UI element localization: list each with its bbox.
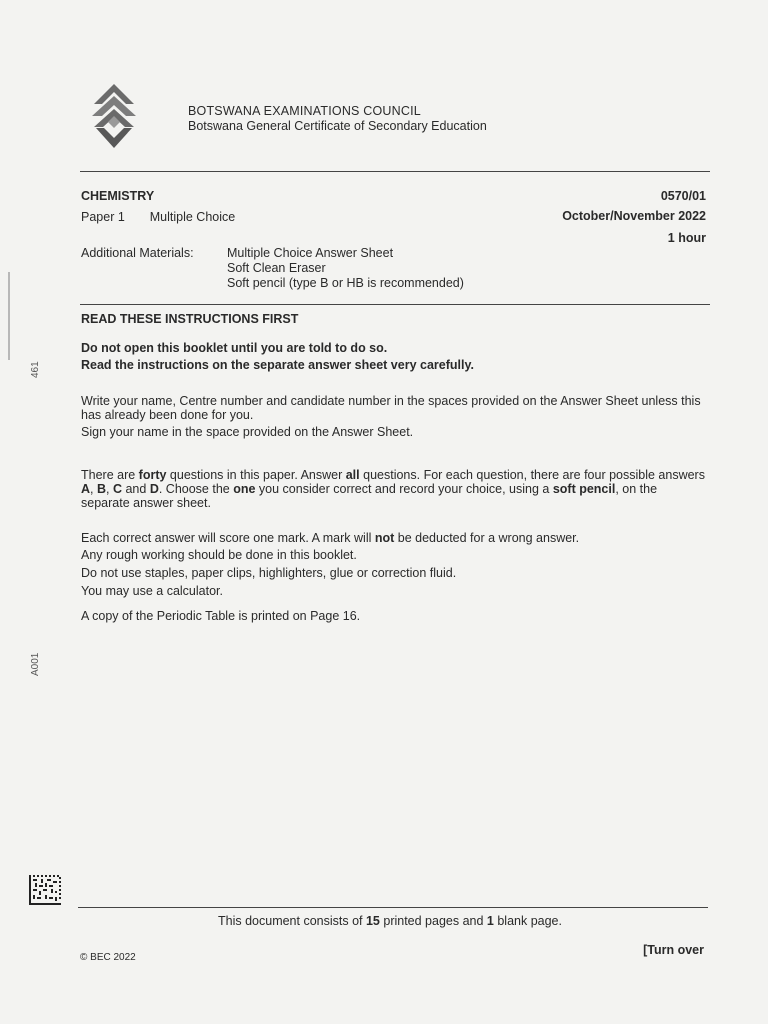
side-code-bottom: A001: [30, 652, 41, 676]
instruction-bold-1: Do not open this booklet until you are told to do so.: [81, 341, 388, 355]
material-item: Soft Clean Eraser: [227, 261, 326, 275]
turn-over-label: [Turn over: [643, 943, 704, 957]
paper-type: Multiple Choice: [149, 210, 236, 224]
header-divider: [80, 171, 710, 172]
instruction-marks: Each correct answer will score one mark. A mark will not be deducted for a wrong answer.: [81, 531, 580, 545]
instruction-rough-work: Any rough working should be done in this booklet.: [81, 548, 357, 562]
instruction-sign-name: Sign your name in the space provided on the Answer Sheet.: [81, 425, 414, 439]
page-count-note: This document consists of 15 printed pages and 1 blank page.: [218, 914, 562, 928]
instruction-write-name: Write your name, Centre number and candidate number in the spaces provided on the Answer Sheet unless this has already been done for you.: [81, 394, 701, 422]
footer-divider: [78, 907, 708, 908]
subject-title: CHEMISTRY: [81, 189, 155, 203]
paper-code: 0570/01: [660, 189, 706, 203]
certificate-name: Botswana General Certificate of Secondary Education: [188, 119, 487, 133]
instruction-calculator: You may use a calculator.: [81, 584, 223, 598]
materials-divider: [80, 304, 710, 305]
instructions-heading: READ THESE INSTRUCTIONS FIRST: [81, 312, 299, 326]
council-name: BOTSWANA EXAMINATIONS COUNCIL: [188, 104, 421, 118]
instruction-no-staples: Do not use staples, paper clips, highlighters, glue or correction fluid.: [81, 566, 457, 580]
material-item: Multiple Choice Answer Sheet: [227, 246, 394, 260]
instruction-periodic-table: A copy of the Periodic Table is printed on Page 16.: [81, 609, 361, 623]
exam-duration: 1 hour: [667, 231, 706, 245]
bec-logo-icon: [88, 82, 140, 150]
paper-number: Paper 1: [81, 210, 125, 224]
material-item: Soft pencil (type B or HB is recommended): [227, 276, 464, 290]
instruction-bold-2: Read the instructions on the separate answer sheet very carefully.: [81, 358, 474, 372]
instruction-questions: There are forty questions in this paper. Answer all questions. For each question, there are four possible answers A, B, C and D. Choose the one you consider correct and record your choice, using a soft pencil, on the separate answer sheet.: [81, 468, 705, 510]
copyright: © BEC 2022: [80, 952, 136, 963]
paper-line: [81, 210, 235, 224]
scan-edge-mark: [8, 272, 10, 360]
datamatrix-barcode-icon: [29, 875, 61, 905]
materials-label: Additional Materials:: [81, 246, 194, 260]
side-code-top: 461: [30, 361, 41, 378]
exam-session: October/November 2022: [562, 209, 706, 223]
